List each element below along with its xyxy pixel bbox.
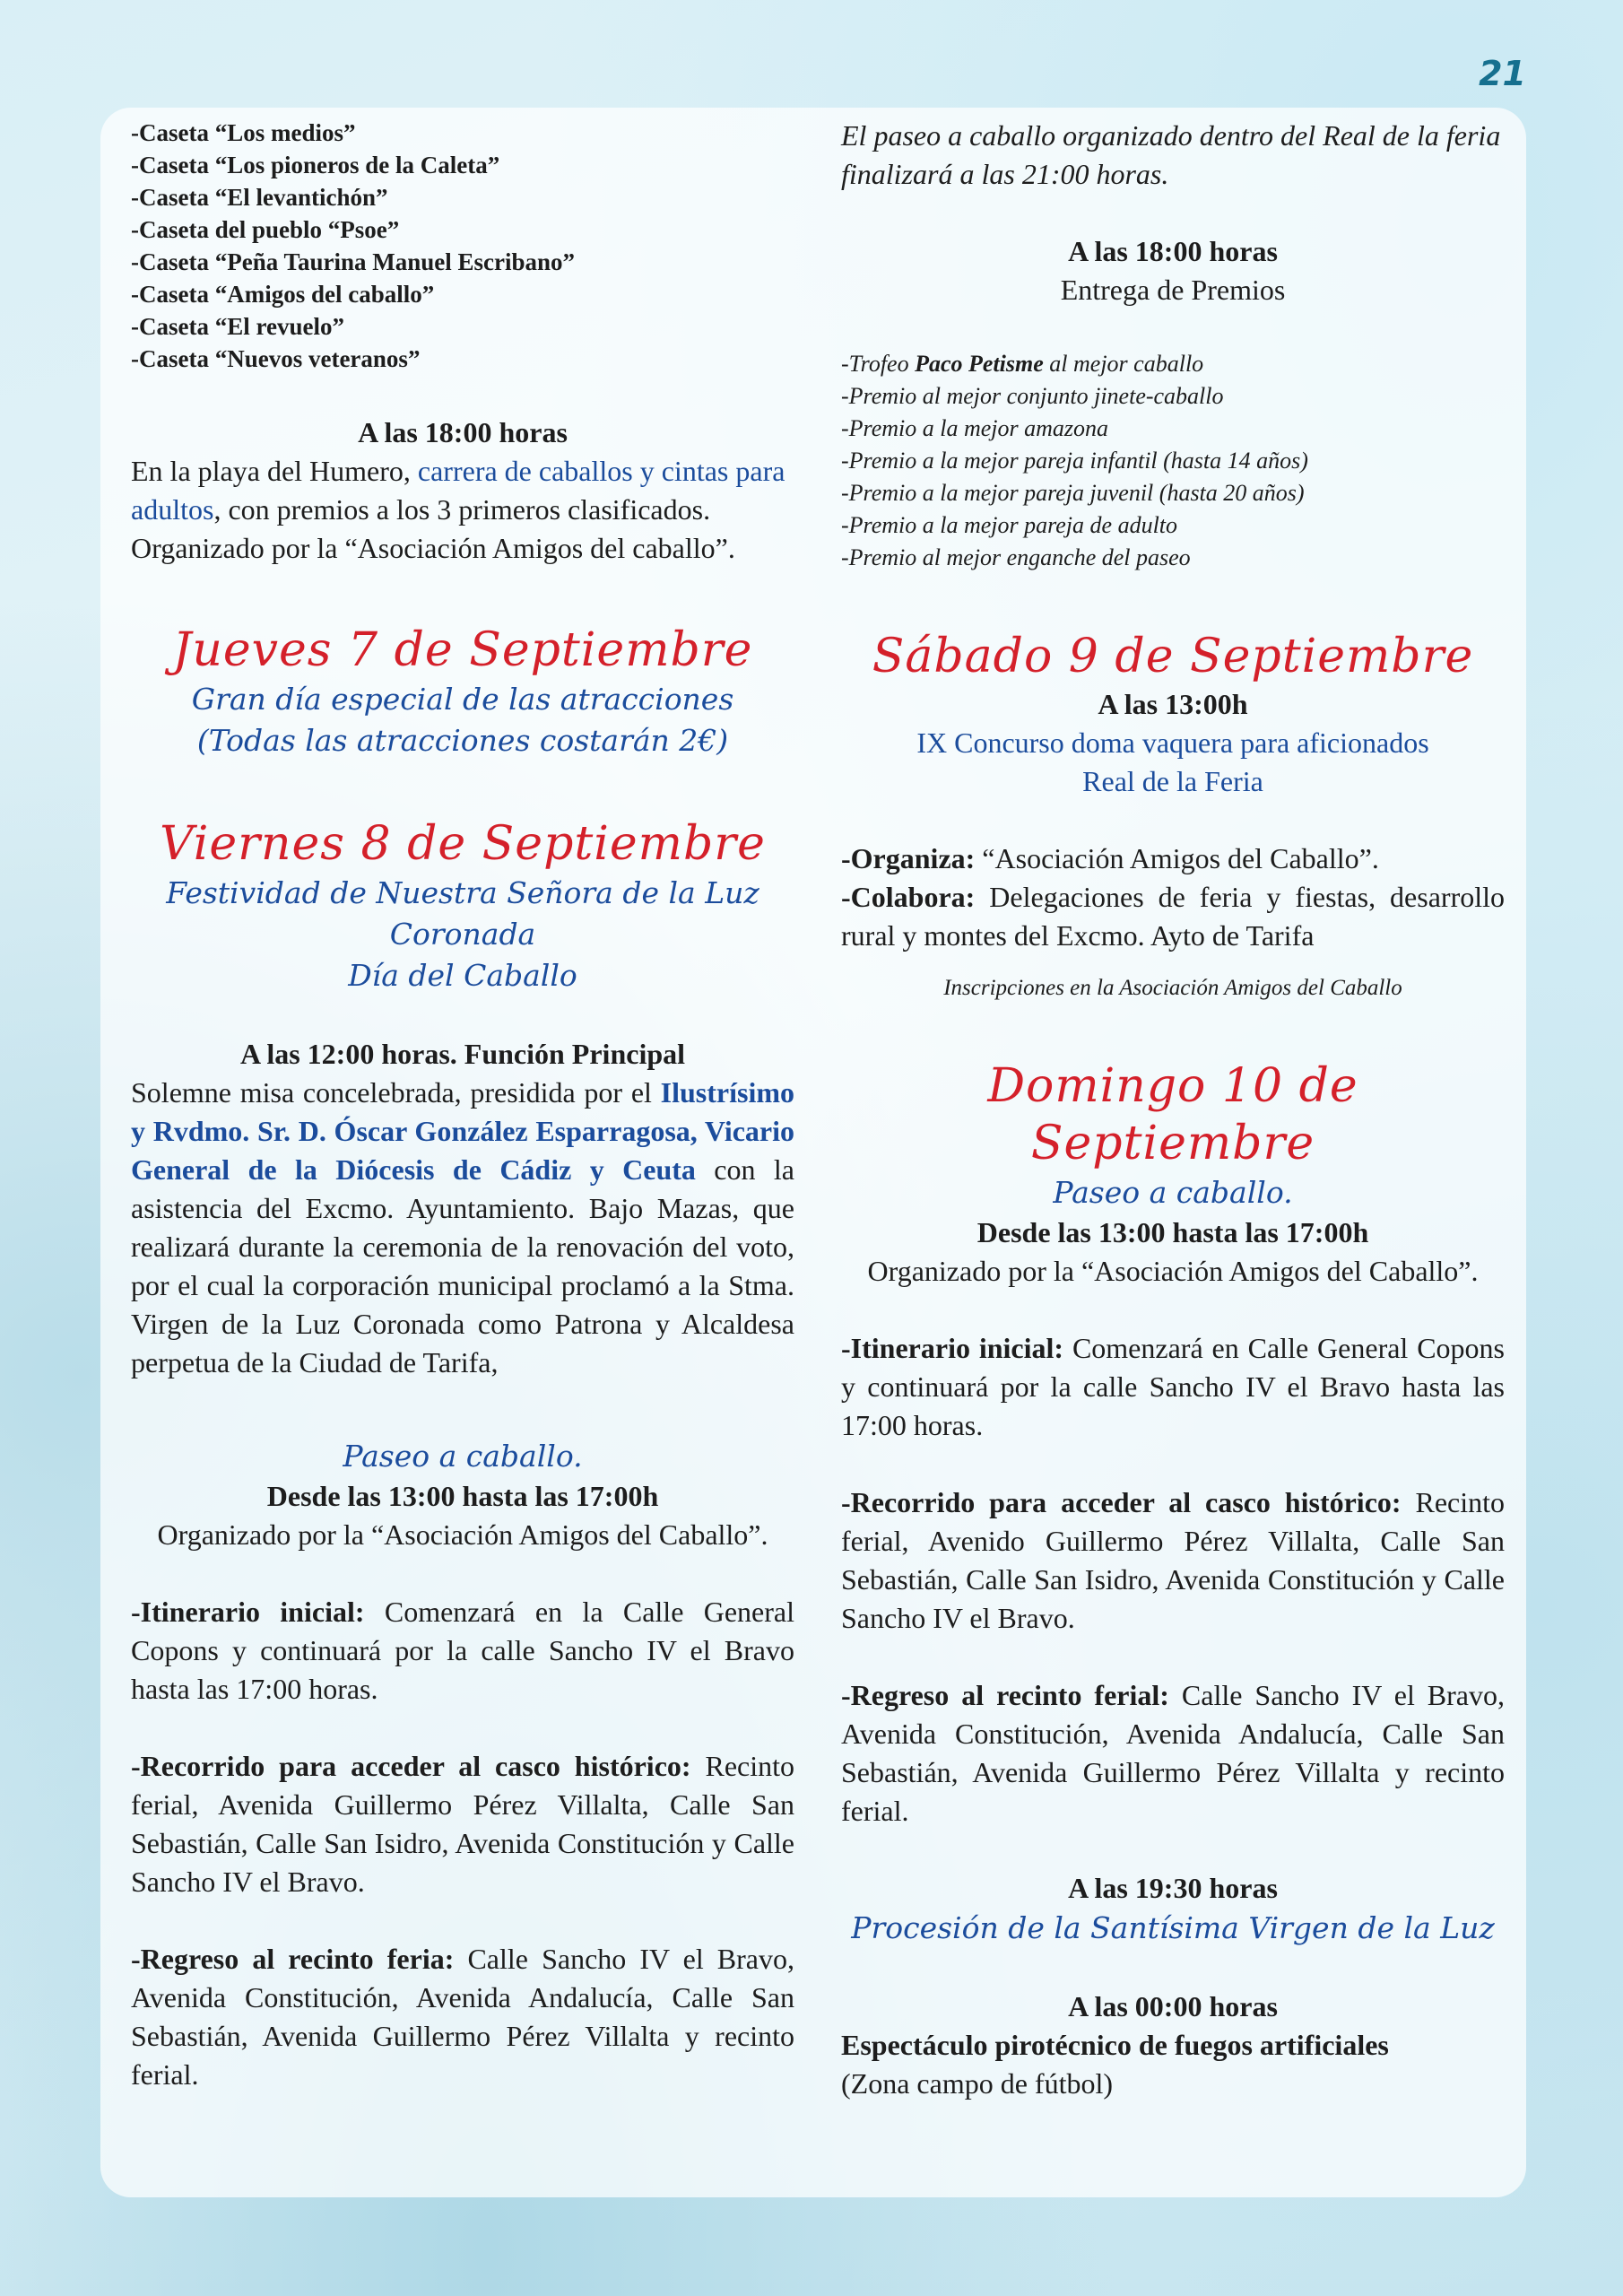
fuegos-place: (Zona campo de fútbol)	[841, 2067, 1113, 2100]
procesion-time: A las 19:30 horas	[1068, 1872, 1278, 1904]
casetas-list	[131, 117, 794, 375]
list-item: -Premio a la mejor amazona	[841, 415, 1109, 441]
paseo-organizer: Organizado por la “Asociación Amigos del Caballo”.	[867, 1255, 1479, 1287]
paseo-intro: El paseo a caballo organizado dentro del Real de la feria finalizará a las 21:00 horas.	[841, 119, 1501, 190]
page-number: 21	[1479, 54, 1526, 93]
concurso-title: IX Concurso doma vaquera para aficionados	[916, 726, 1429, 759]
paseo-heading: Paseo a caballo.	[343, 1439, 583, 1474]
organiza-line: -Organiza: “Asociación Amigos del Caballo”.	[841, 842, 1379, 874]
procesion-title: Procesión de la Santísima Virgen de la Luz	[851, 1910, 1495, 1945]
jueves-subtitle: Gran día especial de las atracciones	[191, 682, 734, 717]
itinerario-inicial: -Itinerario inicial: Comenzará en Calle General Copons y continuará por la calle Sancho IV el Bravo hasta las 17:00 horas.	[841, 1332, 1506, 1441]
sabado-time: A las 13:00h	[1098, 688, 1248, 720]
fuegos-title: Espectáculo pirotécnico de fuegos artificiales	[841, 2029, 1389, 2061]
list-item: -Caseta “El levantichón”	[131, 184, 388, 211]
list-item: -Premio a la mejor pareja juvenil (hasta 20 años)	[841, 480, 1305, 506]
recorrido-casco: -Recorrido para acceder al casco histórico: Recinto ferial, Avenida Guillermo Pérez Villalta, Calle San Sebastián, Calle San Isidro, Avenida Constitución y Calle Sancho IV el Bravo.	[131, 1750, 795, 1898]
horse-race-highlight: carrera de caballos y cintas para adultos	[131, 455, 785, 526]
paseo-time: Desde las 13:00 hasta las 17:00h	[266, 1480, 659, 1512]
paseo-time: Desde las 13:00 hasta las 17:00h	[976, 1216, 1369, 1248]
colabora-line: -Colabora: Delegaciones de feria y fiestas, desarrollo rural y montes del Excmo. Ayto de Tarifa	[841, 881, 1505, 952]
left-column	[131, 117, 794, 2094]
funcion-time: A las 12:00 horas. Función Principal	[239, 1038, 686, 1070]
viernes-heading: Viernes 8 de Septiembre	[160, 817, 766, 871]
horse-race-description: En la playa del Humero, carrera de caballos y cintas para adultos, con premios a los 3 primeros clasificados. Organizado por la “Asociación Amigos del caballo”.	[131, 455, 785, 564]
list-item: -Premio a la mejor pareja de adulto	[841, 512, 1178, 538]
regreso-recinto: -Regreso al recinto ferial: Calle Sancho IV el Bravo, Avenida Constitución, Avenida Andalucía, Calle San Sebastián, Avenida Guillermo Pérez Villalta y recinto ferial.	[841, 1679, 1506, 1827]
paseo-organizer: Organizado por la “Asociación Amigos del Caballo”.	[157, 1518, 768, 1551]
inscripciones-note: Inscripciones en la Asociación Amigos del Caballo	[943, 976, 1402, 1000]
event-time: A las 18:00 horas	[358, 416, 568, 448]
premios-time: A las 18:00 horas	[1068, 235, 1278, 267]
regreso-recinto: -Regreso al recinto feria: Calle Sancho IV el Bravo, Avenida Constitución, Avenida Andalucía, Calle San Sebastián, Avenida Guillermo Pérez Villalta y recinto ferial.	[131, 1943, 795, 2091]
list-item: -Premio al mejor conjunto jinete-caballo	[841, 383, 1224, 409]
list-item: -Trofeo Paco Petisme al mejor caballo	[841, 351, 1204, 377]
viernes-subtitle: Festividad de Nuestra Señora de la Luz Coronada	[166, 875, 759, 952]
paseo-heading: Paseo a caballo.	[1053, 1175, 1293, 1210]
domingo-heading: Domingo 10 de Septiembre	[987, 1059, 1358, 1170]
list-item: -Caseta “Los pioneros de la Caleta”	[131, 152, 500, 178]
concurso-place: Real de la Feria	[1082, 765, 1263, 797]
list-item: -Caseta “El revuelo”	[131, 313, 344, 340]
itinerario-inicial: -Itinerario inicial: Comenzará en la Calle General Copons y continuará por la calle Sancho IV el Bravo hasta las 17:00 horas.	[131, 1596, 795, 1705]
funcion-description: Solemne misa concelebrada, presidida por el Ilustrísimo y Rvdmo. Sr. D. Óscar González Esparragosa, Vicario General de la Diócesis de Cádiz y Ceuta con la asistencia del Excmo. Ayuntamiento. Bajo Mazas, que realizará durante la ceremonia de la renovación del voto, por el cual la corporación municipal proclamó a la Stma. Virgen de la Luz Coronada como Patrona y Alcaldesa perpetua de la Ciudad de Tarifa,	[131, 1076, 794, 1378]
list-item: -Caseta “Amigos del caballo”	[131, 281, 435, 308]
list-item: -Premio al mejor enganche del paseo	[841, 544, 1191, 570]
jueves-heading: Jueves 7 de Septiembre	[172, 623, 753, 677]
jueves-note: (Todas las atracciones costarán 2€)	[196, 723, 729, 758]
sabado-heading: Sábado 9 de Septiembre	[872, 630, 1474, 683]
prizes-list	[841, 348, 1505, 574]
list-item: -Caseta “Nuevos veteranos”	[131, 345, 421, 372]
premios-title: Entrega de Premios	[1060, 274, 1286, 306]
recorrido-casco: -Recorrido para acceder al casco histórico: Recinto ferial, Avenido Guillermo Pérez Villalta, Calle San Sebastián, Calle San Isidro, Avenida Constitución y Calle Sancho IV el Bravo.	[841, 1486, 1506, 1634]
list-item: -Premio a la mejor pareja infantil (hasta 14 años)	[841, 448, 1308, 474]
list-item: -Caseta del pueblo “Psoe”	[131, 216, 400, 243]
list-item: -Caseta “Peña Taurina Manuel Escribano”	[131, 248, 576, 275]
fuegos-time: A las 00:00 horas	[1068, 1990, 1278, 2022]
right-column	[841, 117, 1505, 2103]
list-item: -Caseta “Los medios”	[131, 119, 356, 146]
viernes-subtitle-2: Día del Caballo	[348, 958, 577, 993]
